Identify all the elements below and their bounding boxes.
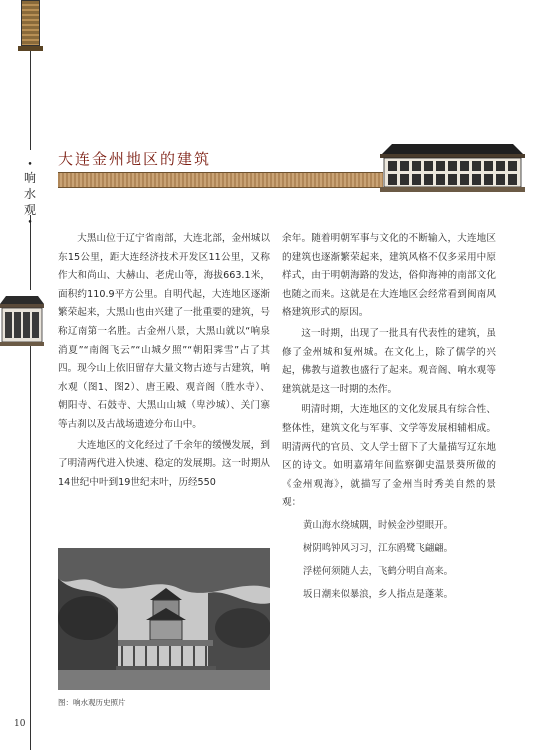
paragraph-3: 余年。随着明朝军事与文化的不断输入，大连地区的建筑也逐渐繁荣起来，建筑风格不仅多采用中原样式，由于明朝海路的发达，俗仰海神的南部文化也随之而来。这就是在大连地区会经常看到闽南风格建筑形式的原因。 — [282, 233, 496, 319]
margin-line-bottom — [30, 346, 31, 750]
title-decorative-bar — [58, 172, 383, 188]
side-char-3: 观 — [23, 203, 36, 217]
paragraph-5: 明清时期，大连地区的文化发展具有综合性、整体性，建筑文化与军事、文学等发展相辅相成。明清两代的官员、文人学士留下了大量描写辽东地区的诗文。如明嘉靖年间监察御史温景葵所做的《金州观海》，就描写了金州当时秀美自然的景观： — [282, 404, 496, 509]
poem-line-2: 树阴鸣钟风习习，江东鸥鹭飞翩翩。 — [303, 543, 454, 554]
decorative-post-base — [18, 46, 43, 51]
text-column-right — [282, 230, 496, 513]
paragraph-1: 大黑山位于辽宁省南部，大连北部，金州城以东15公里，距大连经济技术开发区11公里，又称作大和尚山、大赫山、老虎山等，海拔663.1米，面积约110.9平方公里。自明代起，大连地区逐渐繁荣起来，大黑山也由兴建了一批重要的建筑，号称辽南第一名胜。古金州八景，大黑山就以“响泉消夏”“南阁飞云”“山城夕照”“朝阳霁雪”占了其四。现今山上依旧留存大量文物古迹与古建筑，响水观（图1、图2）、唐王殿、观音阁（胜水寺）、朝阳寺、石鼓寺、大黑山山城（卑沙城）、关门寨等古刹以及古战场遗迹分布山中。 — [58, 233, 270, 430]
side-char-1: 响 — [23, 171, 36, 185]
historical-photo — [58, 548, 270, 690]
side-section-label — [18, 160, 42, 228]
paragraph-2: 大连地区的文化经过了千余年的缓慢发展，到了明清两代进入快速、稳定的发展期。这一时期从14世纪中叶到19世纪末叶，历经550 — [58, 439, 270, 488]
poem-line-4: 坂日潮来似暴浪，乡人指点是蓬莱。 — [303, 589, 454, 600]
poem — [303, 514, 503, 606]
photo-caption: 图：响水观历史照片 — [58, 698, 126, 707]
side-dot-bottom: • — [27, 218, 33, 228]
decorative-post — [21, 0, 40, 46]
side-dot-top: • — [27, 160, 33, 170]
page-number: 10 — [14, 719, 26, 729]
side-building-illustration — [0, 290, 44, 346]
header-building-illustration — [380, 140, 525, 192]
article-title: 大连金州地区的建筑 — [58, 150, 212, 168]
title-wrap — [58, 148, 211, 169]
paragraph-4: 这一时期，出现了一批具有代表性的建筑，虽修了金州城和复州城。在文化上，除了儒学的兴起，佛教与道教也盛行了起来。观音阁、响水观等建筑就是这一时期的杰作。 — [282, 327, 496, 395]
poem-line-3: 浮槎何须随人去，飞鹤分明自高来。 — [303, 566, 454, 577]
side-char-2: 水 — [23, 187, 36, 201]
text-column-left — [58, 230, 270, 492]
poem-line-1: 黄山海水绕城隅，时候金沙望眼开。 — [303, 520, 454, 531]
